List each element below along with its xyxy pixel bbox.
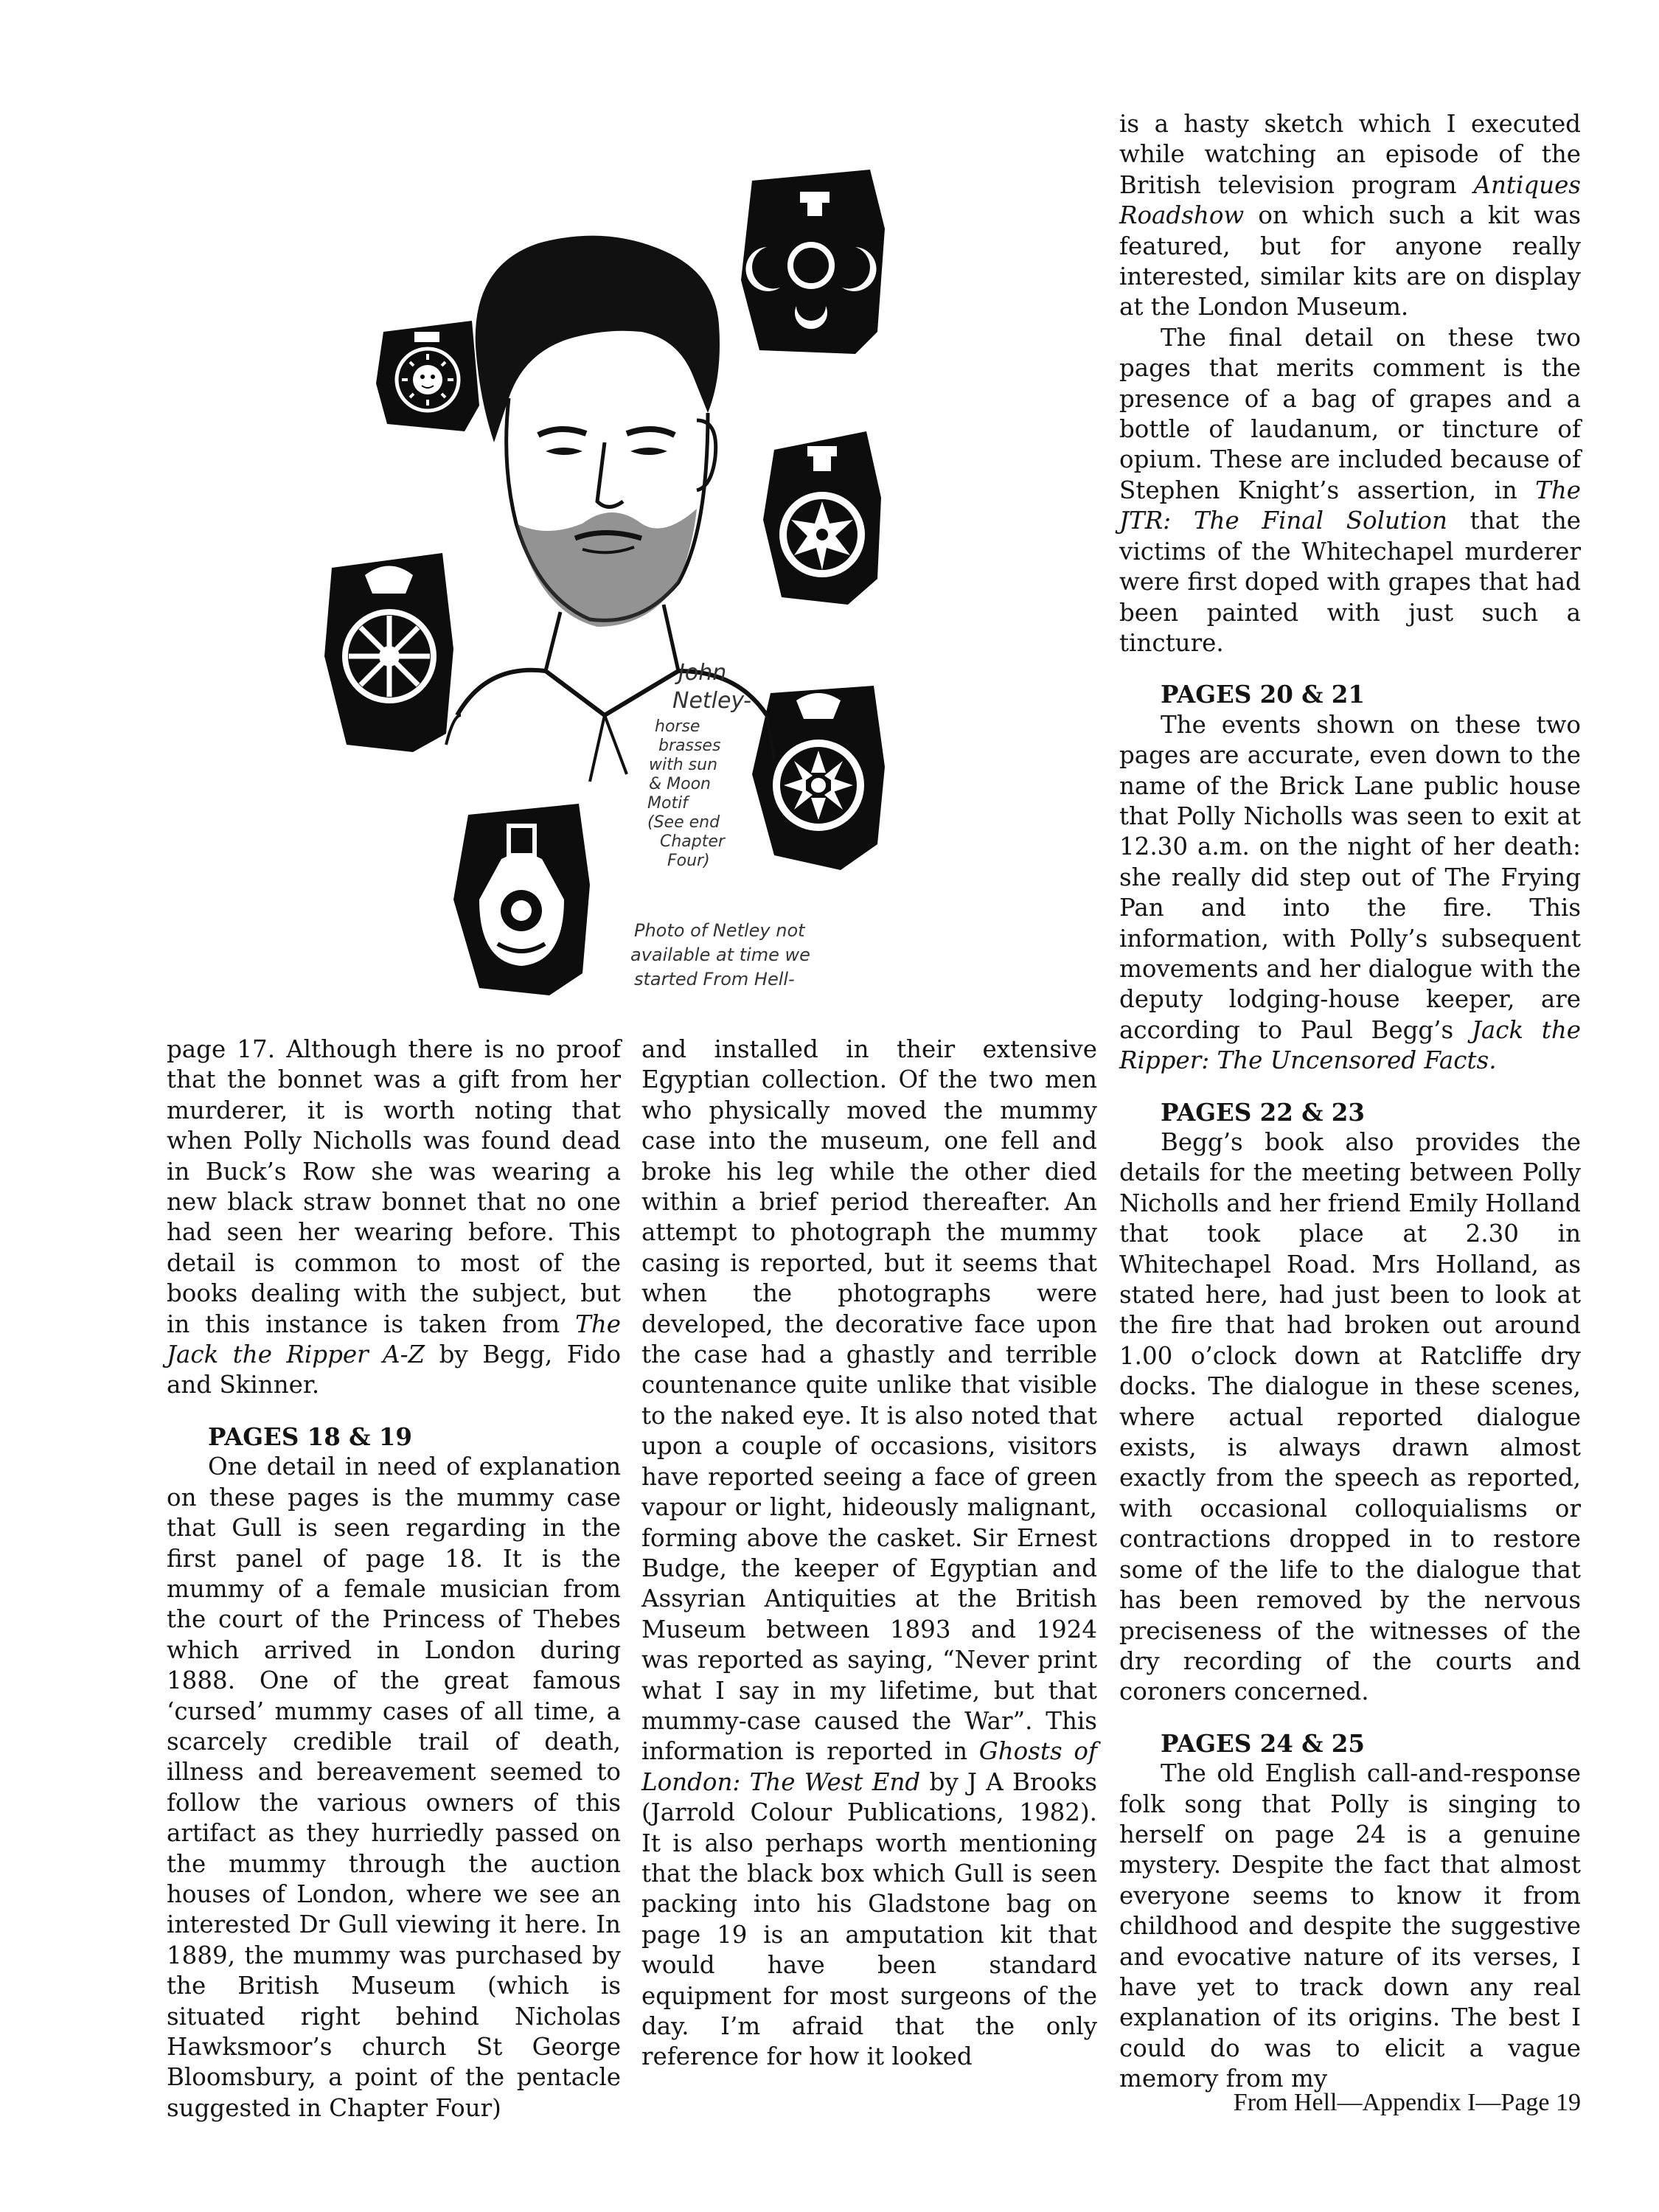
horse-brass-triple-moon bbox=[741, 170, 885, 354]
note-line: horse bbox=[655, 717, 700, 736]
horse-brass-wheel bbox=[324, 553, 453, 752]
section-heading: PAGES 20 & 21 bbox=[1161, 680, 1366, 709]
program-title: Antiques Roadshow bbox=[1119, 170, 1581, 230]
horse-brass-sun-face bbox=[376, 321, 479, 431]
caption-line: Photo of Netley not bbox=[634, 920, 805, 941]
note-line: & Moon bbox=[649, 775, 711, 793]
paragraph: and installed in their extensive Egyptian collection. Of the two men who physically moved the mummy case into the museum, one fell and broke his leg while the other died within a brief period thereafter. An attempt to photograph the mummy casing is reported, but it seems that when the photographs were developed, the decorative face upon the case had a ghastly and terrible countenance quite unlike that visible to the naked eye. It is also noted that upon a couple of occasions, visitors have reported seeing a face of green vapour or light, hideously malignant, forming above the casket. Sir Ernest Budge, the keeper of Egyptian and Assyrian Antiquities at the British Museum between 1893 and 1924 was reported as saying, “Never print what I say in my lifetime, but that mummy-case caused the War”. This information is reported in Ghosts of London: The West End by J A Brooks (Jarrold Colour Publications, 1982). It is also perhaps worth mentioning that the black box which Gull is seen packing into his Gladstone bag on page 19 is an amputation kit that would have been standard equipment for most surgeons of the day. I’m afraid that the only reference for how it looked bbox=[641, 1035, 1097, 2071]
book-title: The Jack the Ripper A-Z bbox=[167, 1310, 621, 1369]
handwritten-caption bbox=[630, 920, 810, 990]
text-column-left bbox=[167, 1034, 621, 2124]
netley-portrait-illustration bbox=[295, 155, 885, 1010]
horse-brass-star bbox=[763, 431, 881, 605]
text-column-middle bbox=[641, 1034, 1097, 2073]
section-heading: PAGES 22 & 23 bbox=[1161, 1097, 1366, 1127]
note-line: Motif bbox=[647, 794, 688, 813]
text-column-right bbox=[1119, 109, 1581, 2095]
paragraph: The old English call-and-response folk song that Polly is singing to herself on page 24 is a genuine mystery. Despite the fact that almost everyone seems to know it from childhood and despite the suggestive and evocative nature of its verses, I have yet to track down any real explanation of its origins. The best I could do was to elicit a vague memory from my bbox=[1119, 1759, 1581, 2093]
paragraph: One detail in need of explanation on these pages is the mummy case that Gull is seen regarding in the first panel of page 18. It is the mummy of a female musician from the court of the Princess of Thebes which arrived in London during 1888. One of the great famous ‘cursed’ mummy cases of all time, a scarcely credible trail of death, illness and bereavement seemed to follow the various owners of this artifact as they hurriedly passed on the mummy through the auction houses of London, where we see an interested Dr Gull viewing it here. In 1889, the mummy was purchased by the British Museum (which is situated right behind Nicholas Hawksmoor’s church St George Bloomsbury, a point of the pentacle suggested in Chapter Four) bbox=[167, 1453, 621, 2122]
caption-line: available at time we bbox=[630, 945, 810, 965]
handwritten-note bbox=[647, 660, 751, 870]
paragraph: The final detail on these two pages that merits comment is the presence of a bag of grapes and a bottle of laudanum, or tincture of opium. These are included because of Stephen Knight’s assertion, in The JTR: The Final Solution that the victims of the Whitechapel murderer were first doped with grapes that had been painted with just such a tincture. bbox=[1119, 323, 1581, 657]
paragraph: Begg’s book also provides the details for the meeting between Polly Nicholls and her friend Emily Holland that took place at 2.30 in Whitechapel Road. Mrs Holland, as stated here, had just been to look at the fire that had broken out around 1.00 o’clock down at Ratcliffe dry docks. The dialogue in these scenes, where actual reported dialogue exists, is always drawn almost exactly from the speech as reported, with occasional colloquialisms or contractions dropped in to restore some of the life to the dialogue that has been removed by the nervous preciseness of the witnesses of the dry recording of the courts and coroners concerned. bbox=[1119, 1128, 1581, 1706]
note-line: Four) bbox=[667, 852, 710, 870]
note-line: John bbox=[678, 660, 727, 686]
book-title: The JTR: The Final Solution bbox=[1119, 476, 1581, 535]
note-line: Chapter bbox=[660, 832, 725, 851]
book-title: Ghosts of London: The West End bbox=[641, 1737, 1097, 1796]
paragraph: is a hasty sketch which I executed while watching an episode of the British television program Antiques Roadshow on which such a kit was featured, but for anyone really interested, similar kits are on display at the London Museum. bbox=[1119, 110, 1581, 321]
section-heading: PAGES 18 & 19 bbox=[208, 1422, 413, 1451]
book-title: Jack the Ripper: The Uncensored Facts. bbox=[1119, 1015, 1581, 1075]
horse-brass-flower bbox=[752, 686, 885, 870]
note-line: (See end bbox=[647, 813, 720, 832]
section-heading: PAGES 24 & 25 bbox=[1161, 1728, 1366, 1758]
page-footer: From Hell—Appendix I—Page 19 bbox=[1233, 2089, 1581, 2116]
horse-brass-vase bbox=[453, 804, 590, 995]
note-line: brasses bbox=[658, 737, 721, 755]
caption-line: started From Hell- bbox=[634, 969, 795, 990]
note-line: Netley- bbox=[672, 688, 751, 714]
paragraph: The events shown on these two pages are accurate, even down to the name of the Brick Lane public house that Polly Nicholls was seen to exit at 12.30 a.m. on the night of her death: she really did step out of The Frying Pan and into the fire. This information, with Polly’s subsequent movements and her dialogue with the deputy lodging-house keeper, are according to Paul Begg’s Jack the Ripper: The Uncensored Facts. bbox=[1119, 710, 1581, 1075]
note-line: with sun bbox=[649, 756, 718, 774]
paragraph: page 17. Although there is no proof that the bonnet was a gift from her murderer, it is worth noting that when Polly Nicholls was found dead in Buck’s Row she was wearing a new black straw bonnet that no one had seen her wearing before. This detail is common to most of the books dealing with the subject, but in this instance is taken from The Jack the Ripper A-Z by Begg, Fido and Skinner. bbox=[167, 1035, 622, 1399]
